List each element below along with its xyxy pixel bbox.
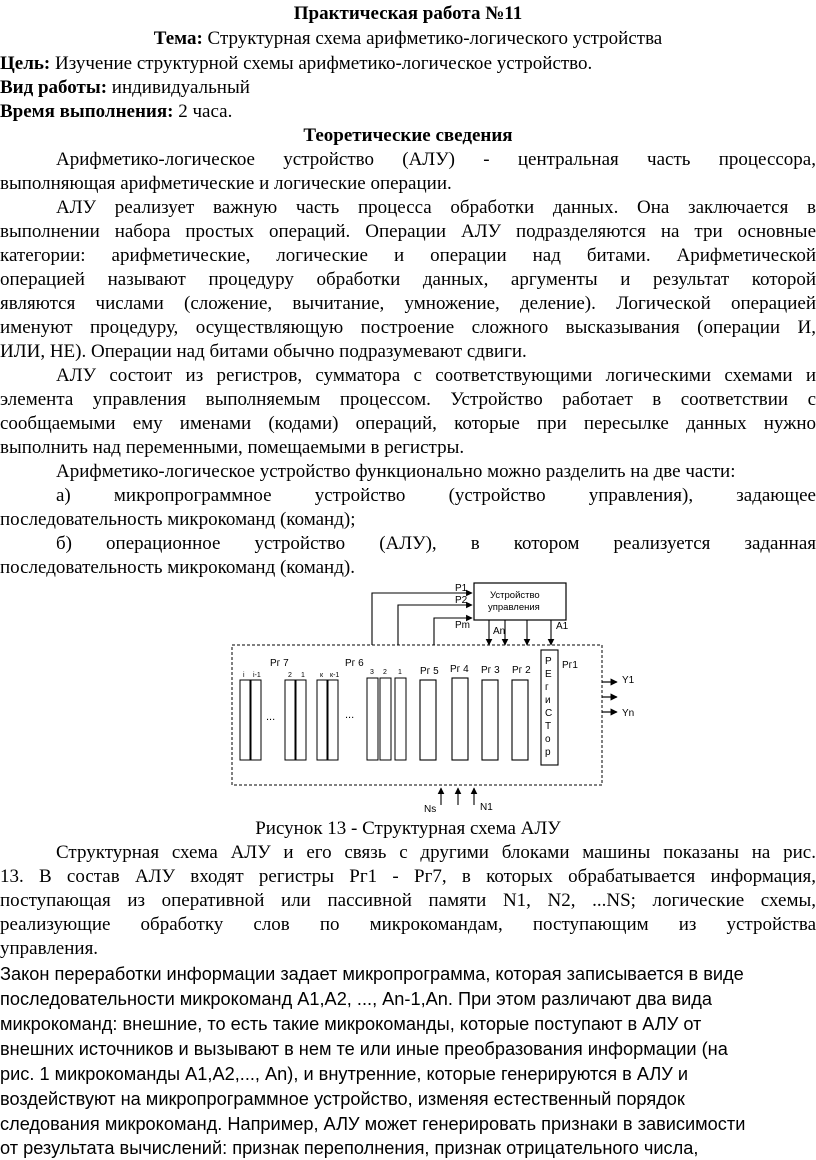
paragraph-line: реализующие обработку слов по микрокомандам, поступающим из устройства: [0, 914, 816, 935]
bit-label: i: [243, 672, 245, 679]
register-letter: о: [545, 734, 551, 745]
figure-caption: Рисунок 13 - Структурная схема АЛУ: [255, 818, 561, 839]
paragraph-line: Структурная схема АЛУ и его связь с другими блоками машины показаны на рис.: [56, 842, 816, 863]
paragraph-line: следования микрокоманд. Например, АЛУ может генерировать признаки в зависимости: [0, 1114, 746, 1134]
signal-label-a1: A1: [556, 621, 569, 632]
register-cell: [367, 678, 378, 760]
paragraph-line: рис. 1 микрокоманды А1,А2,..., Аn), и внутренние, которые генерируются в АЛУ и: [0, 1064, 689, 1084]
duration-label: Время выполнения:: [0, 101, 174, 122]
bit-label: 2: [288, 672, 292, 679]
topic-line: [0, 27, 816, 51]
list-item-a: а) микропрограммное устройство (устройство управления), задающее: [56, 485, 816, 506]
paragraph-line: Арифметико-логическое устройство (АЛУ) - центральная часть процессора,: [56, 149, 816, 170]
bit-label: к-1: [330, 672, 340, 679]
register-letter: Е: [545, 669, 552, 680]
input-label-p1: P1: [455, 583, 468, 594]
bit-label: 2: [383, 669, 387, 676]
duration-value: 2 часа.: [173, 101, 233, 122]
control-unit-label: управления: [488, 602, 540, 613]
register-letter: и: [545, 695, 551, 706]
paragraph-line: АЛУ состоит из регистров, сумматора с соответствующими логическими схемами и: [56, 365, 816, 386]
register-cell: [328, 680, 338, 760]
topic-label: Тема:: [153, 28, 203, 49]
register-letter: С: [545, 708, 553, 719]
paragraph-line: Арифметико-логическое устройство функционально можно разделить на две части:: [56, 461, 736, 482]
paragraph-line: внешних источников и вызывают в нем те или иные преобразования информации (на: [0, 1039, 728, 1059]
register-label-rg3: Рг 3: [481, 665, 500, 676]
register-letter: р: [545, 747, 551, 758]
paragraph-line: последовательность микрокоманд (команд);: [0, 509, 356, 530]
work-type-label: Вид работы:: [0, 77, 108, 98]
register-rg3: [482, 680, 498, 760]
register-letter: г: [545, 682, 549, 693]
bit-label: к: [320, 672, 324, 679]
paragraph-line: Закон переработки информации задает микропрограмма, которая записывается в виде: [0, 964, 744, 984]
paragraph-line: последовательности микрокоманд А1,А2, ..., Аn-1,Аn. При этом различают два вида: [0, 989, 713, 1009]
paragraph-line: сообщаемыми ему именами (кодами) операций, которые при пересылке данных нужно: [0, 413, 816, 434]
work-type-line: [0, 76, 816, 100]
alu-structure-diagram: [0, 580, 816, 815]
register-rg5: [420, 680, 436, 760]
paragraph-line: управления.: [0, 938, 99, 959]
memory-label-n1: N1: [480, 802, 493, 813]
ellipsis: ...: [345, 709, 355, 721]
goal-value: Изучение структурной схемы арифметико-логическое устройство.: [50, 53, 593, 74]
document-title: Практическая работа №11: [293, 3, 523, 24]
paragraph-line: от результата вычислений: признак переполнения, признак отрицательного числа,: [0, 1138, 699, 1158]
ellipsis: ...: [266, 711, 276, 723]
register-label-rg2: Рг 2: [512, 665, 531, 676]
register-cell: [296, 680, 306, 760]
paragraph-line: элемента управления выполняемым процессом. Устройство работает в соответствии с: [0, 389, 816, 410]
output-label-yn: Yn: [622, 708, 635, 719]
signal-label-an: An: [493, 626, 506, 637]
paragraph-line: выполнении набора простых операций. Операции АЛУ подразделяются на три основные: [0, 221, 816, 242]
register-label-rg1: Рг1: [562, 660, 578, 671]
bit-label: 1: [301, 672, 305, 679]
goal-line: [0, 52, 816, 76]
register-cell: [251, 680, 261, 760]
register-rg2: [512, 680, 528, 760]
paragraph-line: воздействуют на микропрограммное устройство, изменяя естественный порядок: [0, 1089, 685, 1109]
register-cell: [395, 678, 406, 760]
register-cell: [285, 680, 295, 760]
register-cell: [317, 680, 327, 760]
duration-line: [0, 100, 816, 124]
register-label-rg5: Рг 5: [420, 666, 439, 677]
register-letter: Р: [545, 656, 552, 667]
paragraph-line: именуют процедуру, осуществляющую построение сложного высказывания (операции И,: [0, 317, 816, 338]
memory-label-ns: Ns: [424, 804, 437, 815]
paragraph-line: являются числами (сложение, вычитание, умножение, деление). Логической операцией: [0, 293, 816, 314]
paragraph-line: микрокоманд: внешние, то есть такие микрокоманды, которые поступают в АЛУ от: [0, 1014, 702, 1034]
register-label-rg7: Рг 7: [270, 658, 289, 669]
list-item-b: б) операционное устройство (АЛУ), в котором реализуется заданная: [56, 533, 816, 554]
register-rg4: [452, 678, 468, 760]
bit-label: 3: [370, 669, 374, 676]
register-cell: [240, 680, 250, 760]
paragraph-line: последовательность микрокоманд (команд).: [0, 557, 355, 578]
paragraph-line: ИЛИ, НЕ). Операции над битами обычно подразумевают сдвиги.: [0, 341, 527, 362]
work-type-value: индивидуальный: [107, 77, 250, 98]
output-label-y1: Y1: [622, 675, 635, 686]
paragraph-line: 13. В состав АЛУ входят регистры Рг1 - Рг7, в которых обрабатывается информация,: [0, 866, 816, 887]
bit-label: 1: [398, 669, 402, 676]
control-unit-label: Устройство: [490, 590, 540, 601]
bit-label: i-1: [253, 672, 261, 679]
input-label-p2: P2: [455, 595, 468, 606]
paragraph-line: поступающая из оперативной или пассивной памяти N1, N2, ...NS; логические схемы,: [0, 890, 816, 911]
section-heading: Теоретические сведения: [303, 125, 513, 146]
input-label-pm: Pm: [455, 620, 470, 631]
register-label-rg6: Рг 6: [345, 658, 364, 669]
register-cell: [380, 678, 391, 760]
paragraph-line: операцией называют процедуру обработки данных, аргументы и результат которой: [0, 269, 816, 290]
topic-value: Структурная схема арифметико-логического устройства: [202, 28, 663, 49]
paragraph-line: выполнить над переменными, помещаемыми в регистры.: [0, 437, 465, 458]
register-label-rg4: Рг 4: [450, 664, 469, 675]
goal-label: Цель:: [0, 53, 51, 74]
paragraph-line: АЛУ реализует важную часть процесса обработки данных. Она заключается в: [56, 197, 816, 218]
paragraph-line: выполняющая арифметические и логические операции.: [0, 173, 452, 194]
register-letter: Т: [545, 721, 552, 732]
paragraph-line: категории: арифметические, логические и операции над битами. Арифметической: [0, 245, 816, 266]
